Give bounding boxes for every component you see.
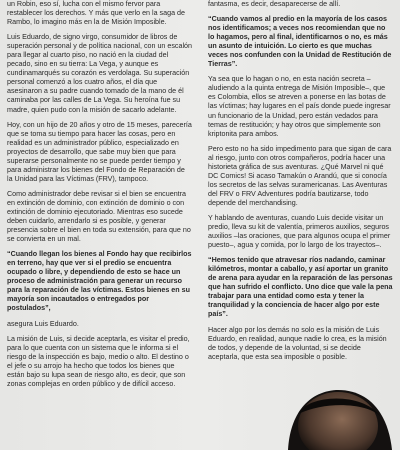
quote-paragraph: “Hemos tenido que atravesar ríos nadando, caminar kilómetros, montar a caballo, y así aportar un granito de arena para ayudar en la reparación de las personas que han sufrido el conflicto. Uno dice que vale la pena trabajar para una entidad como esta y tener la tranquilidad y la conciencia de hacer algo por este país”. bbox=[208, 256, 393, 319]
paragraph: Pero esto no ha sido impedimento para que sigan de cara al riesgo, junto con otros compañeros, podría hacer una historieta gráfica de sus aventuras. ¿Qué Marvel ni qué DC Comics! Si acaso Tamakún o Arandú, que si conocía los secretos de las selvas suramericanas. Las Aventuras del FRV o FRV Adventures podría bautizarse, todo depende del merchandising. bbox=[208, 144, 392, 207]
paragraph: Como administrador debe revisar si el bien se encuentra en extinción de dominio, con extinción de dominio o con extinción de dominio ejecutoriado. Mientras eso sucede deben cuidarlo, arrendarlo si es posible, y generar presencia sobre el bien en toda su extensión, para que no se convierta en un mal. bbox=[7, 189, 191, 244]
paragraph: Ya sea que lo hagan o no, en esta nación secreta –aludiendo a la quinta entrega de Misión Imposible–, que es Colombia, ellos se atreven a ponerse en las botas de las víctimas; hay lugares en el país donde puede ingresar un funcionario de la Unidad, pero están vedados para temas de restitución; y hay otros que simplemente son kriptonita para ambos. bbox=[208, 75, 391, 138]
paragraph: fantasma, es decir, desaparecerse de allí. bbox=[208, 0, 341, 8]
paragraph: La misión de Luis, si decide aceptarla, es visitar el predio, para lo que cuenta con un sistema que le informa si el riesgo de la inspección es bajo, medio o alto. El destino o el jefe o su arrojo ha hecho que todos los bienes que están bajo su lupa sean de riesgo alto, es decir, que son zonas complejas en orden público y de difícil acceso. bbox=[7, 334, 190, 388]
left-column bbox=[7, 0, 192, 395]
paragraph: asegura Luis Eduardo. bbox=[7, 319, 79, 328]
paragraph: Hacer algo por los demás no solo es la misión de Luis Eduardo, en realidad, aunque nadie lo crea, es la misión de todos, y depende de la voluntad, si se decide aceptarla, que esta sea imposible o posible. bbox=[208, 325, 387, 361]
quote-paragraph: “Cuando llegan los bienes al Fondo hay que recibirlos en terreno, hay que ver si el predio se encuentra ocupado o libre, y dependiendo de esto se hace un proceso de administración para generar un recurso para la reparación de las víctimas. Estos bienes en su mayoría son incautados o entregados por postulados”, bbox=[7, 250, 192, 313]
paragraph: un Robin, eso sí, lucha con el mismo fervor para restablecer los derechos. Y más que verlo en la saga de Rambo, lo imagino más en la de Misión Imposible. bbox=[7, 0, 185, 27]
portrait-photo bbox=[268, 384, 400, 450]
right-column bbox=[208, 0, 393, 368]
paragraph: Luis Eduardo, de signo virgo, consumidor de libros de superación personal y de política nacional, con un escalón para llegar al cuarto piso, no nació en la ciudad del pecado, sino en su tierra: La Vega, y aunque es cundinamarqués su corazón es verdolaga. Su superación personal comenzó a los cuatro años, el día que asesinaron a su padre cuando tomado de la mano de él caminaba por las calles de La Vega. Su heroína fue su madre, quien pudo con la misión de sacarlo adelante. bbox=[7, 33, 192, 114]
quote-paragraph: “Cuando vamos al predio en la mayoría de los casos nos identificamos; a veces nos recomiendan que no lo hagamos, pero al final, identificarnos o no, es más un asunto de intuición. Lo cierto es que muchas veces nos confunden con la Unidad de Restitución de Tierras”. bbox=[208, 15, 392, 69]
paragraph: Y hablando de aventuras, cuando Luis decide visitar un predio, lleva su kit de valentía, primeros auxilios, seguros auxilios –las oraciones, que para algunos ocupa el primer puesto–, agua y comida, por lo largo de los trayectos–. bbox=[208, 213, 391, 250]
paragraph: Hoy, con un hijo de 20 años y otro de 15 meses, parecería que se toma su tiempo para hacer las cosas, pero en realidad es un administrador público, especializado en proyectos de desarrollo, que sabe muy bien que para superarse personalmente no se puede perder tiempo y para administrar los bienes del Fondo de Reparación de la Unidad para las Víctimas (FRV), tampoco. bbox=[7, 120, 192, 183]
